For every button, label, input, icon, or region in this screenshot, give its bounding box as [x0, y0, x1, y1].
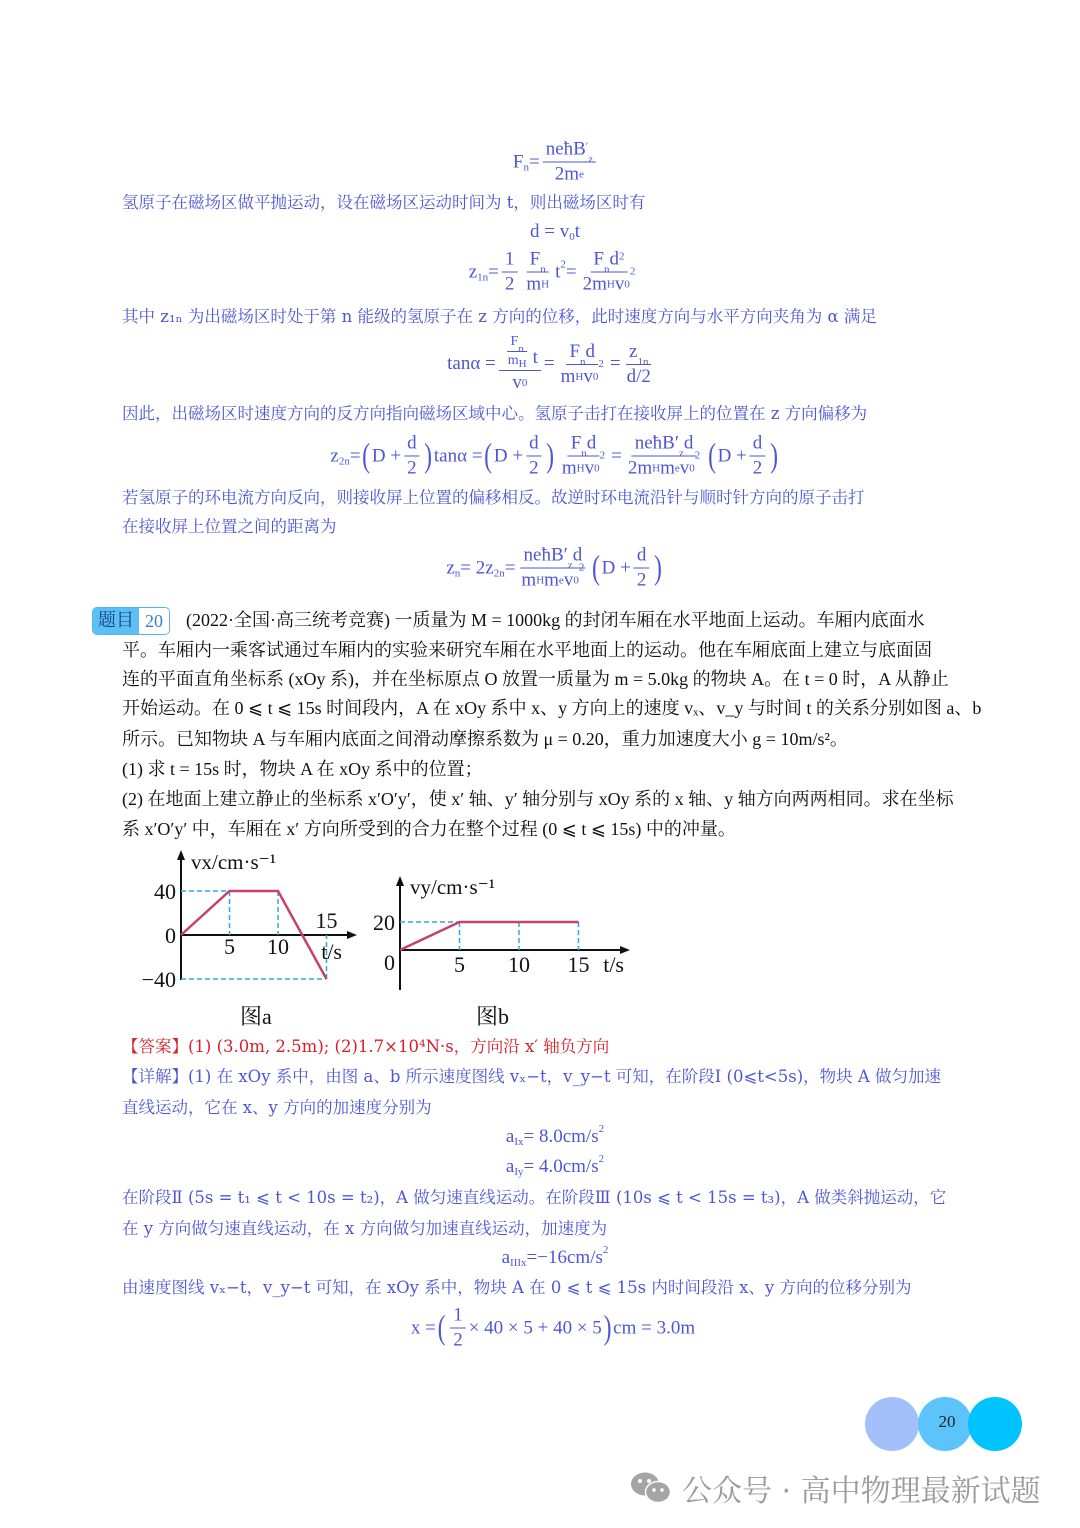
y-tick-label: 20: [373, 910, 395, 935]
y-tick-label: −40: [141, 967, 176, 992]
math-text: m: [660, 457, 675, 479]
math-text: × 40 × 5 + 40 × 5: [468, 1317, 602, 1338]
math-text: a: [501, 1247, 511, 1268]
fraction-denominator: [526, 457, 542, 480]
math-fraction: [505, 334, 530, 369]
problem-line: (2022·全国·高三统考竞赛) 一质量为 M = 1000kg 的封闭车厢在水平地面上运动。车厢内底面水: [186, 610, 925, 630]
math-text: 2m: [554, 163, 580, 185]
math-paren: ): [546, 437, 555, 474]
math-text: t: [574, 221, 580, 242]
fraction-numerator: [527, 248, 549, 276]
fraction-numerator: [626, 340, 651, 368]
math-text: 2m: [627, 457, 653, 479]
math-text: =: [504, 557, 516, 578]
formula-x: [411, 1305, 695, 1352]
answer-text: (1) (3.0m, 2.5m); (2)1.7×10⁴N·s，方向沿 x′ 轴负方向: [188, 1037, 610, 1056]
fraction-denominator: [634, 569, 650, 592]
fraction-denominator: [625, 449, 703, 480]
fraction-denominator: [558, 357, 607, 388]
math-text: =: [609, 353, 621, 374]
math-paren: ): [603, 1309, 612, 1346]
y-axis-arrow: [396, 876, 404, 886]
math-text: = 4.0cm/s: [523, 1156, 599, 1177]
math-text: m: [526, 273, 542, 295]
math-text: cm = 3.0m: [613, 1317, 696, 1338]
math-subscript: 0: [569, 231, 575, 243]
math-text: neħB′: [634, 432, 679, 454]
explanation-text: 在 y 方向做匀速直线运动，在 x 方向做匀加速直线运动，加速度为: [122, 1219, 608, 1238]
explanation-text: 由速度图线 vₓ−t，v_y−t 可知，在 xOy 系中，物块 A 在 0 ⩽ t ⩽ 15s 内时间段沿 x、y 方向的位移分别为: [122, 1278, 912, 1297]
fraction-denominator: [505, 352, 530, 369]
fraction-numerator: [568, 432, 600, 460]
math-fraction: [450, 1305, 466, 1352]
math-text: F: [593, 248, 604, 270]
solution-text: 氢原子在磁场区做平抛运动，设在磁场区运动时间为 t，则出磁场区时有: [122, 193, 646, 212]
math-fraction: [543, 139, 596, 186]
watermark: [630, 1466, 1041, 1510]
fraction-numerator: [590, 248, 627, 276]
math-subscript: 2n: [493, 567, 505, 579]
math-text: a: [505, 1156, 515, 1177]
math-subscript: IIIx: [510, 1257, 527, 1269]
chart-b-y-axis-label: vy/cm·s⁻¹: [410, 875, 496, 899]
math-superscript: 2: [602, 1244, 609, 1256]
figure-b-caption: 图b: [476, 1004, 510, 1029]
math-text: d: [572, 544, 583, 566]
math-text: m: [561, 457, 577, 479]
problem-line: (2) 在地面上建立静止的坐标系 x′O′y′，使 x′ 轴、y′ 轴分别与 xOy 系的 x 轴、y 轴方向两两相同。求在坐标: [122, 789, 954, 809]
formula-zn: [446, 545, 663, 592]
x-tick-label: 15: [567, 952, 590, 977]
math-fraction: [526, 433, 542, 480]
math-text: F: [512, 151, 524, 172]
fraction-denominator: [509, 371, 530, 394]
math-fraction: [625, 433, 703, 480]
x-axis-label: t/s: [321, 939, 342, 964]
velocity-charts: [0, 840, 1080, 1000]
math-superscript: 2: [618, 250, 625, 263]
math-text: =: [611, 445, 622, 466]
formula-d: [530, 221, 580, 243]
fraction-denominator: [518, 561, 587, 592]
y-tick-label: 0: [384, 950, 395, 975]
problem-line: 所示。已知物块 A 与车厢内底面之间滑动摩擦系数为 μ = 0.20，重力加速度大小 g = 10m/s²。: [122, 729, 848, 749]
math-paren: (: [707, 437, 716, 474]
answer-line: [122, 1037, 609, 1057]
math-text: tanα =: [447, 353, 496, 374]
fraction-denominator: [750, 457, 766, 480]
math-text: D +: [493, 445, 524, 466]
math-text: v: [563, 569, 574, 591]
math-superscript: 2: [598, 1153, 605, 1165]
x-tick-label: 5: [454, 952, 465, 977]
math-subscript: z: [678, 447, 684, 460]
x-tick-label: 10: [267, 934, 289, 959]
math-text: d: [609, 248, 619, 270]
x-axis-arrow: [347, 931, 357, 939]
badge-number: 20: [139, 608, 169, 634]
math-text: z: [330, 445, 339, 466]
fraction-numerator: [502, 249, 518, 273]
fraction-denominator: [580, 265, 639, 296]
explanation-text: 直线运动，它在 x、y 方向的加速度分别为: [122, 1098, 432, 1117]
math-text: =: [488, 261, 499, 282]
math-paren: (: [437, 1309, 446, 1346]
math-superscript: 2: [560, 258, 566, 270]
math-subscript: n: [540, 263, 546, 276]
x-tick-label: 10: [508, 952, 530, 977]
fraction-numerator: [750, 433, 766, 457]
math-subscript: 0: [573, 574, 579, 587]
math-subscript: n: [581, 447, 587, 460]
math-text: = 8.0cm/s: [523, 1126, 599, 1147]
math-text: d: [636, 544, 647, 566]
chart-a-y-axis-label: vx/cm·s⁻¹: [191, 850, 277, 874]
x-tick-label: 5: [224, 934, 235, 959]
explanation-text: 在阶段Ⅱ (5s = t₁ ⩽ t < 10s = t₂)，A 做匀速直线运动。在阶段Ⅲ (10s ⩽ t < 15s = t₃)，A 做类斜抛运动，它: [122, 1188, 947, 1207]
math-text: x =: [410, 1317, 436, 1338]
math-paren: (: [362, 437, 371, 474]
formula-z1n: [469, 249, 642, 296]
math-paren: (: [592, 549, 600, 586]
math-text: z: [446, 557, 455, 578]
math-text: d/2: [626, 365, 651, 387]
math-text: v: [614, 273, 625, 295]
series-line: [400, 922, 579, 950]
math-text: d: [683, 432, 694, 454]
math-text: d: [529, 432, 539, 454]
math-text: F: [529, 248, 541, 270]
math-text: z: [468, 261, 478, 282]
math-text: a: [505, 1126, 515, 1147]
problem-line: (1) 求 t = 15s 时，物块 A 在 xOy 系中的位置；: [122, 759, 483, 779]
formula-z2n: [330, 433, 779, 480]
math-subscript: e: [558, 574, 564, 587]
math-subscript: H: [652, 462, 661, 475]
math-subscript: z: [588, 153, 594, 166]
math-paren: ): [769, 437, 778, 474]
fraction-denominator: [624, 365, 654, 388]
math-text: v: [584, 457, 595, 479]
formula-a1x: [505, 1123, 605, 1148]
formula-a3x: [501, 1244, 609, 1269]
math-subscript: 1n: [477, 271, 489, 283]
fraction-denominator: [559, 449, 608, 480]
math-text: 2: [453, 1329, 463, 1351]
fraction-numerator: [450, 1305, 466, 1329]
math-text: F: [570, 432, 582, 454]
solution-text: 因此，出磁场区时速度方向的反方向指向磁场区域中心。氢原子击打在接收屏上的位置在 z 方向偏移为: [122, 404, 868, 423]
formula-tan: [447, 334, 657, 394]
math-subscript: H: [518, 358, 527, 370]
math-fraction: [404, 433, 420, 480]
math-fraction: [559, 433, 608, 480]
math-text: =: [528, 151, 540, 172]
fraction-denominator: [502, 273, 518, 296]
problem-line: 平。车厢内一乘客试通过车厢内的实验来研究车厢在水平地面上的运动。他在车厢底面上建立与底面固: [122, 640, 932, 660]
math-text: 2: [407, 457, 417, 479]
math-fraction: [523, 249, 552, 296]
fraction-numerator: [566, 340, 598, 368]
math-text: d = v: [530, 221, 570, 242]
x-axis-label: t/s: [603, 952, 624, 977]
formula-fn: [513, 139, 599, 186]
math-subscript: 2n: [338, 455, 350, 467]
math-text: = 2z: [460, 557, 494, 578]
page-number: 20: [938, 1412, 956, 1431]
problem-line: 连的平面直角坐标系 (xOy 系)，并在坐标原点 O 放置一质量为 m = 5.0kg 的物块 A。在 t = 0 时，A 从静止: [122, 669, 949, 689]
math-text: t: [555, 261, 561, 282]
math-text: v: [512, 372, 522, 393]
fraction-numerator: [526, 433, 542, 457]
badge-label: 题目: [93, 608, 139, 634]
explanation-line: [122, 1067, 941, 1087]
math-subscript: e: [579, 168, 584, 181]
fraction-denominator: [404, 457, 420, 480]
math-subscript: 0: [592, 370, 599, 383]
math-text: neħB′: [523, 544, 568, 566]
math-text: 2m: [582, 273, 607, 295]
math-fraction: [750, 433, 766, 480]
math-text: 2: [752, 457, 763, 479]
math-subscript: H: [536, 574, 545, 587]
math-subscript: n: [603, 263, 610, 276]
math-paren: ): [654, 549, 662, 586]
math-text: d: [752, 432, 763, 454]
fraction-numerator: [521, 544, 586, 572]
solution-text: 若氢原子的环电流方向反向，则接收屏上位置的偏移相反。故逆时环电流沿针与顺时针方向的原子击打: [122, 488, 865, 507]
math-text: neħB: [545, 138, 586, 160]
fraction-numerator: [634, 545, 650, 569]
explanation-text: (1) 在 xOy 系中，由图 a、b 所示速度图线 vₓ−t，v_y−t 可知，在阶段Ⅰ (0⩽t<5s)，物块 A 做匀加速: [188, 1067, 942, 1086]
math-text: t: [532, 347, 538, 368]
problem-line: 开始运动。在 0 ⩽ t ⩽ 15s 时间段内，A 在 xOy 系中 x、y 方向上的速度 vₓ、v_y 与时间 t 的关系分别如图 a、b: [122, 698, 982, 718]
math-subscript: z: [567, 559, 573, 572]
formula-a1y: [505, 1153, 605, 1178]
x-tick-label: 15: [315, 908, 338, 933]
solution-text: 在接收屏上位置之间的距离为: [122, 517, 337, 536]
math-text: m: [521, 569, 537, 591]
y-tick-label: 0: [165, 923, 176, 948]
math-text: D +: [601, 557, 631, 578]
fraction-denominator: [450, 1329, 466, 1352]
math-fraction: [580, 249, 639, 296]
y-axis-arrow: [177, 850, 185, 860]
math-subscript: 1n: [637, 355, 649, 368]
page-circle-1: [865, 1397, 919, 1451]
math-subscript: H: [606, 278, 615, 291]
math-text: m: [560, 365, 576, 387]
fraction-numerator: [404, 433, 420, 457]
math-superscript: ′: [585, 140, 589, 153]
math-superscript: 2: [598, 357, 604, 370]
math-subscript: 0: [521, 377, 528, 389]
math-fraction: [502, 249, 518, 296]
problem-line: 系 x′O′y′ 中，车厢在 x′ 方向所受到的合力在整个过程 (0 ⩽ t ⩽ 15s) 中的冲量。: [122, 819, 736, 839]
math-fraction: [558, 341, 607, 388]
math-subscript: Iy: [514, 1166, 524, 1178]
answer-label: 【答案】: [122, 1037, 188, 1056]
math-subscript: H: [575, 370, 584, 383]
math-fraction: [624, 341, 654, 388]
fraction-denominator: [552, 163, 587, 186]
math-text: 2: [529, 457, 539, 479]
math-text: d: [407, 432, 417, 454]
math-paren: ): [424, 437, 433, 474]
math-text: 2: [636, 569, 647, 591]
watermark-text: 公众号 · 高中物理最新试题: [682, 1474, 1041, 1509]
math-superscript: 2: [578, 561, 585, 574]
fraction-denominator: [523, 273, 552, 296]
fraction-numerator: [499, 334, 541, 371]
math-text: =: [543, 353, 555, 374]
math-text: d: [586, 432, 597, 454]
math-fraction: [634, 545, 650, 592]
math-text: m: [544, 569, 559, 591]
wechat-icon: [630, 1471, 672, 1505]
math-subscript: e: [674, 462, 680, 475]
math-text: F: [510, 334, 519, 349]
math-text: v: [583, 365, 593, 387]
math-text: =: [349, 445, 361, 466]
math-text: m: [507, 353, 519, 368]
math-subscript: H: [541, 278, 550, 291]
math-text: 1: [504, 248, 515, 270]
math-text: d: [585, 340, 596, 362]
solution-text: 其中 z₁ₙ 为出磁场区时处于第 n 能级的氢原子在 z 方向的位移，此时速度方向与水平方向夹角为 α 满足: [122, 307, 877, 326]
math-superscript: 2: [694, 449, 701, 462]
math-subscript: n: [454, 567, 461, 579]
math-superscript: 2: [629, 265, 636, 278]
math-subscript: Ix: [514, 1136, 524, 1148]
math-subscript: 0: [624, 278, 630, 291]
math-subscript: 0: [594, 462, 600, 475]
problem-badge: [92, 607, 170, 635]
math-text: v: [679, 457, 690, 479]
math-fraction: [518, 545, 587, 592]
math-paren: (: [484, 437, 493, 474]
math-subscript: n: [518, 343, 524, 355]
math-fraction: [499, 334, 541, 394]
y-tick-label: 40: [154, 879, 176, 904]
math-text: 1: [453, 1304, 463, 1326]
explanation-label: 【详解】: [122, 1067, 188, 1086]
math-text: D +: [371, 445, 402, 466]
math-subscript: 0: [689, 462, 695, 475]
fraction-numerator: [632, 432, 697, 460]
fraction-numerator: [543, 138, 596, 166]
page-circle-3: [968, 1397, 1022, 1451]
math-text: =: [565, 261, 577, 282]
fraction-numerator: [508, 334, 527, 355]
figure-a-caption: 图a: [240, 1004, 272, 1029]
math-text: D +: [717, 445, 747, 466]
math-text: =−16cm/s: [526, 1247, 603, 1268]
math-subscript: H: [576, 462, 585, 475]
math-text: F: [569, 340, 581, 362]
math-text: 2: [504, 273, 515, 295]
math-subscript: n: [580, 355, 586, 368]
math-subscript: n: [523, 161, 529, 173]
math-superscript: 2: [598, 1123, 605, 1135]
math-text: tanα =: [433, 445, 483, 466]
math-text: z: [629, 340, 638, 362]
math-superscript: 2: [599, 449, 606, 462]
